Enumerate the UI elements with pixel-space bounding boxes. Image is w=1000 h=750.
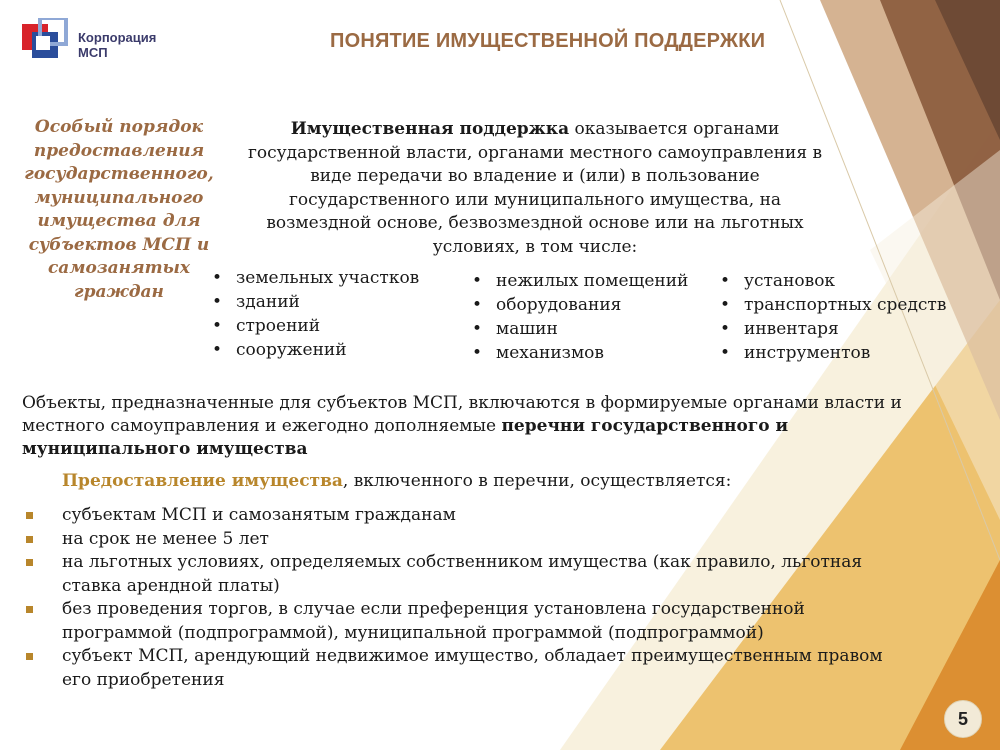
property-list-col-2 bbox=[470, 269, 688, 365]
list-item bbox=[22, 528, 902, 552]
list-item: • зданий bbox=[210, 290, 419, 314]
list-item: • транспортных средств bbox=[718, 293, 946, 317]
property-list-col-1 bbox=[210, 266, 419, 362]
condition-text: без проведения торгов, в случае если преференция установлена государственной программой (подпрограммой), муниципальной программой (подпрограммой) bbox=[62, 599, 805, 643]
list-item: • оборудования bbox=[470, 293, 688, 317]
list-item: • инвентаря bbox=[718, 317, 946, 341]
logo-text bbox=[78, 30, 156, 60]
condition-text: субъект МСП, арендующий недвижимое имущество, обладает преимущественным правом его приобретения bbox=[62, 646, 883, 690]
provision-text: , включенного в перечни, осуществляется: bbox=[342, 471, 732, 491]
msp-logo-icon bbox=[22, 18, 70, 66]
objects-paragraph bbox=[22, 392, 922, 461]
definition-text: оказывается органами государственной власти, органами местного самоуправления в виде передачи во владение и (или) в пользование государственного или муниципального имущества, на возмездной основе, безвозмездной основе или на льготных условиях, в том числе: bbox=[247, 119, 823, 257]
list-item: • строений bbox=[210, 314, 419, 338]
logo-line-1: Корпорация bbox=[78, 30, 157, 45]
conditions-list bbox=[22, 504, 902, 692]
list-item: • сооружений bbox=[210, 338, 419, 362]
square-bullet-icon bbox=[26, 653, 33, 660]
list-item: • земельных участков bbox=[210, 266, 419, 290]
list-item: • установок bbox=[718, 269, 946, 293]
condition-text: субъектам МСП и самозанятым гражданам bbox=[62, 505, 456, 525]
objects-text: Объекты, предназначенные для субъектов МСП, включаются в формируемые органами власти и местного самоуправления и ежегодно дополняемые bbox=[22, 393, 902, 436]
provision-heading bbox=[62, 470, 731, 493]
list-item: • инструментов bbox=[718, 341, 946, 365]
square-bullet-icon bbox=[26, 512, 33, 519]
logo-line-2: МСП bbox=[78, 45, 108, 60]
list-item: • механизмов bbox=[470, 341, 688, 365]
property-list-col-3 bbox=[718, 269, 946, 365]
objects-bold: перечни государственного и муниципального имущества bbox=[22, 416, 789, 459]
page-number: 5 bbox=[944, 700, 982, 738]
slide-title: ПОНЯТИЕ ИМУЩЕСТВЕННОЙ ПОДДЕРЖКИ bbox=[330, 30, 766, 52]
corporation-logo bbox=[22, 18, 172, 70]
list-item bbox=[22, 598, 902, 645]
list-item: • машин bbox=[470, 317, 688, 341]
list-item bbox=[22, 551, 902, 598]
condition-text: на льготных условиях, определяемых собственником имущества (как правило, льготная ставка арендной платы) bbox=[62, 552, 863, 596]
square-bullet-icon bbox=[26, 606, 33, 613]
list-item: • нежилых помещений bbox=[470, 269, 688, 293]
square-bullet-icon bbox=[26, 559, 33, 566]
provision-highlight: Предоставление имущества bbox=[62, 471, 343, 491]
definition-paragraph bbox=[240, 118, 830, 259]
square-bullet-icon bbox=[26, 536, 33, 543]
list-item bbox=[22, 504, 902, 528]
side-note: Особый порядок предоставления государственного, муниципального имущества для субъектов МСП и самозанятых граждан bbox=[24, 117, 214, 302]
condition-text: на срок не менее 5 лет bbox=[62, 528, 269, 549]
list-item bbox=[22, 645, 902, 692]
definition-term: Имущественная поддержка bbox=[290, 119, 570, 139]
